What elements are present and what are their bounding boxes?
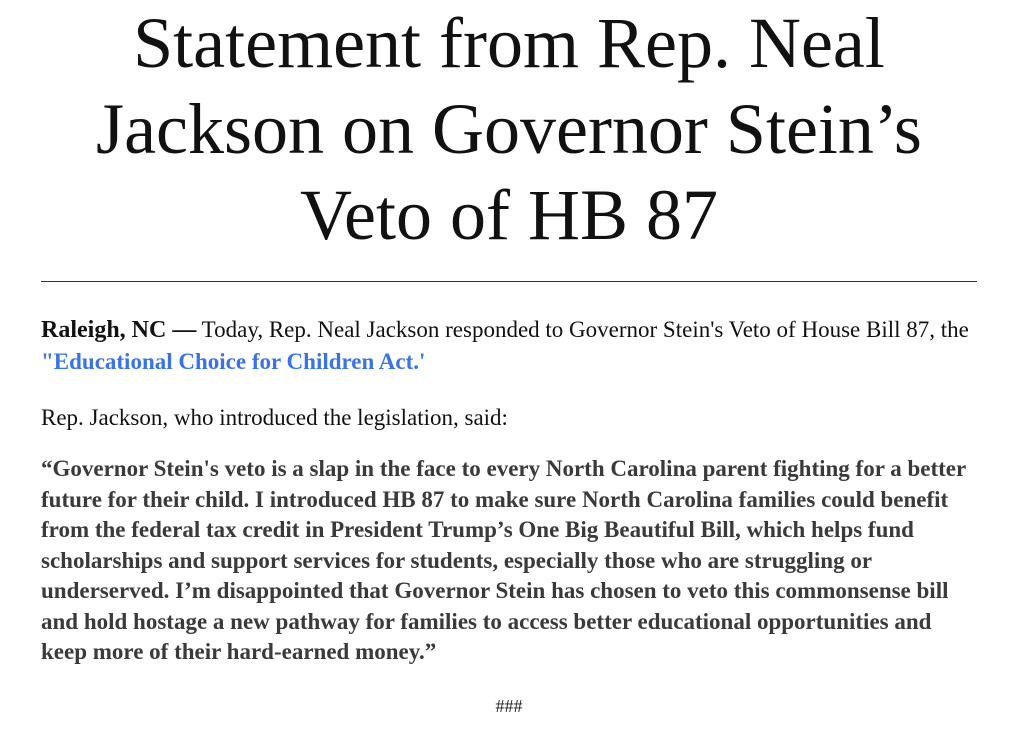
lead-paragraph: [41, 314, 977, 377]
intro-paragraph: Rep. Jackson, who introduced the legislation, said:: [41, 405, 508, 430]
lead-text: Today, Rep. Neal Jackson responded to Governor Stein's Veto of House Bill 87, the: [196, 317, 969, 342]
bill-link[interactable]: "Educational Choice for Children Act.': [41, 349, 426, 374]
dateline: Raleigh, NC —: [41, 317, 197, 343]
page-title: Statement from Rep. Neal Jackson on Governor Stein’s Veto of HB 87: [96, 3, 922, 255]
end-mark: ###: [495, 695, 523, 716]
title-divider: [41, 281, 977, 282]
quote-paragraph: “Governor Stein's veto is a slap in the face to every North Carolina parent fighting for a better future for their child. I introduced HB 87 to make sure North Carolina families could benefit from the federal tax credit in President Trump’s One Big Beautiful Bill, which helps fund scholarships and support services for students, especially those who are struggling or underserved. I’m disappointed that Governor Stein has chosen to veto this commonsense bill and hold hostage a new pathway for families to access better educational opportunities and keep more of their hard-earned money.”: [41, 456, 966, 664]
article-body: [41, 314, 977, 747]
